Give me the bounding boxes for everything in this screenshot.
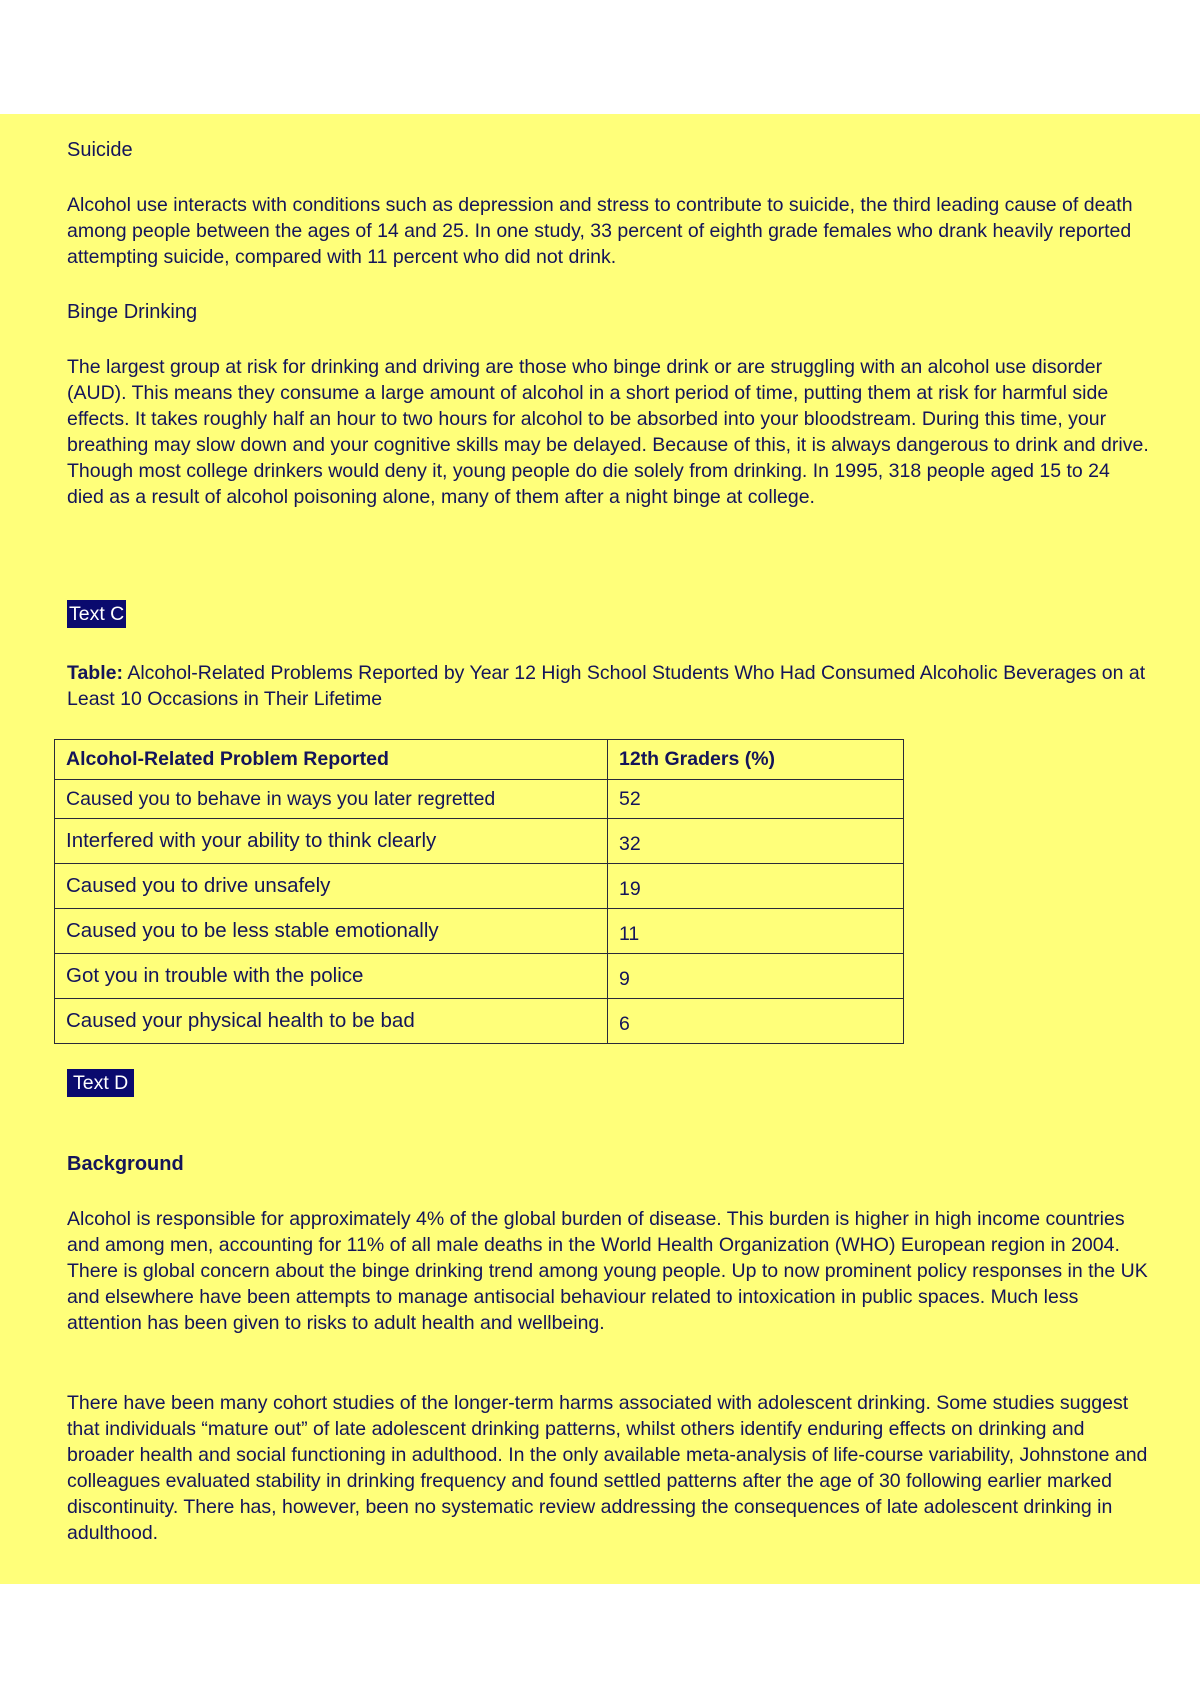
table-caption-label: Table: (67, 662, 123, 684)
table-header-row (55, 740, 904, 780)
table-cell-problem: Caused your physical health to be bad (55, 999, 608, 1044)
suicide-heading: Suicide (67, 139, 133, 161)
background-paragraph-2: There have been many cohort studies of the longer-term harms associated with adolescent drinking. Some studies suggest that individuals “mature out” of late adolescent drinking patterns, whilst others identify enduring effects on drinking and broader health and social functioning in adulthood. In the only available meta-analysis of life-course variability, Johnstone and colleagues evaluated stability in drinking frequency and found settled patterns after the age of 30 following earlier marked discontinuity. There has, however, been no systematic review addressing the consequences of late adolescent drinking in adulthood. (67, 1392, 1148, 1544)
binge-drinking-heading: Binge Drinking (67, 301, 198, 323)
table-cell-problem: Interfered with your ability to think clearly (55, 819, 608, 864)
table-row (55, 780, 904, 819)
table-cell-percent: 6 (608, 999, 904, 1044)
table-cell-problem: Caused you to behave in ways you later regretted (55, 780, 608, 819)
table-cell-problem: Caused you to drive unsafely (55, 864, 608, 909)
suicide-paragraph: Alcohol use interacts with conditions such as depression and stress to contribute to suicide, the third leading cause of death among people between the ages of 14 and 25. In one study, 33 percent of eighth grade females who drank heavily reported attempting suicide, compared with 11 percent who did not drink. (67, 194, 1133, 268)
text-c-label: Text C (67, 600, 126, 628)
background-heading: Background (67, 1153, 184, 1175)
column-header-percent: 12th Graders (%) (608, 740, 904, 780)
table-caption-text: Alcohol-Related Problems Reported by Year 12 High School Students Who Had Consumed Alcoholic Beverages on at Least 10 Occasions in Their Lifetime (67, 662, 1146, 710)
table-row (55, 819, 904, 864)
table-caption (67, 660, 1152, 712)
table-cell-problem: Caused you to be less stable emotionally (55, 909, 608, 954)
document-page (0, 114, 1200, 1584)
table-row (55, 999, 904, 1044)
table-cell-percent: 11 (608, 909, 904, 954)
table-row (55, 909, 904, 954)
table-cell-percent: 19 (608, 864, 904, 909)
alcohol-problems-table (54, 739, 904, 1044)
table-row (55, 864, 904, 909)
binge-drinking-paragraph: The largest group at risk for drinking and driving are those who binge drink or are struggling with an alcohol use disorder (AUD). This means they consume a large amount of alcohol in a short period of time, putting them at risk for harmful side effects. It takes roughly half an hour to two hours for alcohol to be absorbed into your bloodstream. During this time, your breathing may slow down and your cognitive skills may be delayed. Because of this, it is always dangerous to drink and drive. Though most college drinkers would deny it, young people do die solely from drinking. In 1995, 318 people aged 15 to 24 died as a result of alcohol poisoning alone, many of them after a night binge at college. (67, 356, 1149, 508)
text-d-label: Text D (67, 1069, 134, 1097)
table-cell-problem: Got you in trouble with the police (55, 954, 608, 999)
table-cell-percent: 32 (608, 819, 904, 864)
table-cell-percent: 9 (608, 954, 904, 999)
background-paragraph-1: Alcohol is responsible for approximately 4% of the global burden of disease. This burden is higher in high income countries and among men, accounting for 11% of all male deaths in the World Health Organization (WHO) European region in 2004. There is global concern about the binge drinking trend among young people. Up to now prominent policy responses in the UK and elsewhere have been attempts to manage antisocial behaviour related to intoxication in public spaces. Much less attention has been given to risks to adult health and wellbeing. (67, 1208, 1148, 1334)
table-cell-percent: 52 (608, 780, 904, 819)
column-header-problem: Alcohol-Related Problem Reported (55, 740, 608, 780)
table-row (55, 954, 904, 999)
